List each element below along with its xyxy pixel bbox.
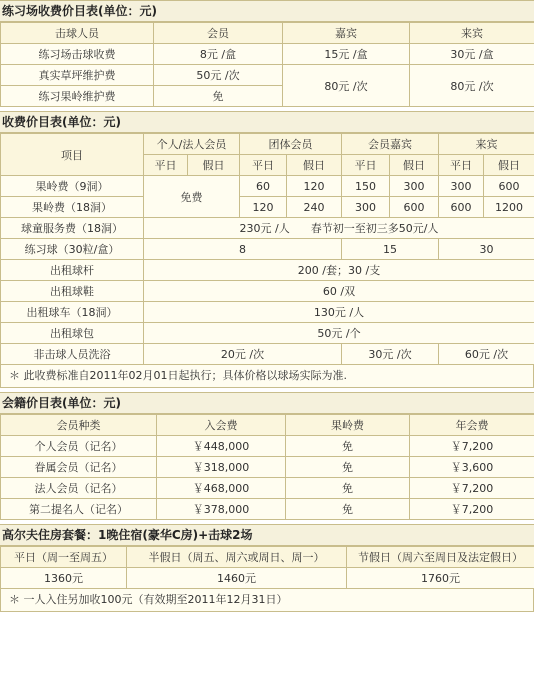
row-label: 果岭费（18洞） xyxy=(1,197,144,218)
cell: 30元 /盒 xyxy=(410,44,534,65)
sub-header: 平日 xyxy=(439,155,484,176)
col-header: 半假日（周五、周六或周日、周一） xyxy=(127,547,347,568)
sub-header: 平日 xyxy=(342,155,390,176)
free-cell: 免费 xyxy=(144,176,240,218)
cell: ￥7,200 xyxy=(410,436,534,457)
cell: 600 xyxy=(390,197,439,218)
practice-title: 练习场收费价目表(单位：元) xyxy=(0,0,534,22)
col-header: 击球人员 xyxy=(1,23,154,44)
row-label: 球童服务费（18洞） xyxy=(1,218,144,239)
cell: 免 xyxy=(286,457,410,478)
package-note: ＊ 一人入住另加收100元（有效期至2011年12月31日） xyxy=(0,589,534,612)
cell: 30 xyxy=(439,239,534,260)
table-row xyxy=(1,436,534,457)
fees-table xyxy=(0,133,534,365)
cell: ￥7,200 xyxy=(410,499,534,520)
fees-title: 收费价目表(单位：元) xyxy=(0,111,534,133)
cell: 30元 /次 xyxy=(342,344,439,365)
row-label: 出租球车（18洞） xyxy=(1,302,144,323)
cell: 免 xyxy=(286,478,410,499)
cell: 60元 /次 xyxy=(439,344,534,365)
row-label: 练习球（30粒/盒） xyxy=(1,239,144,260)
cell: 50元 /次 xyxy=(154,65,283,86)
row-label: 果岭费（9洞） xyxy=(1,176,144,197)
cell: ￥7,200 xyxy=(410,478,534,499)
cell: 1200 xyxy=(484,197,534,218)
row-label: 练习场击球收费 xyxy=(1,44,154,65)
sub-header: 假日 xyxy=(484,155,534,176)
membership-table xyxy=(0,414,534,520)
table-row xyxy=(1,499,534,520)
cell: 80元 /次 xyxy=(410,65,534,107)
cell: 130元 /人 xyxy=(144,302,534,323)
cell: 50元 /个 xyxy=(144,323,534,344)
cell: ￥378,000 xyxy=(157,499,286,520)
sub-header: 平日 xyxy=(240,155,287,176)
cell: 230元 /人 春节初一至初三多50元/人 xyxy=(144,218,534,239)
cell: 300 xyxy=(342,197,390,218)
row-label: 个人会员（记名） xyxy=(1,436,157,457)
col-header: 果岭费 xyxy=(286,415,410,436)
col-header: 年会费 xyxy=(410,415,534,436)
sub-header: 平日 xyxy=(144,155,188,176)
row-label: 练习果岭维护费 xyxy=(1,86,154,107)
col-header: 入会费 xyxy=(157,415,286,436)
cell: ￥3,600 xyxy=(410,457,534,478)
cell: 免 xyxy=(286,436,410,457)
sub-header: 假日 xyxy=(390,155,439,176)
row-label: 真实草坪维护费 xyxy=(1,65,154,86)
sub-header: 假日 xyxy=(188,155,240,176)
cell: 600 xyxy=(439,197,484,218)
package-title: 高尔夫住房套餐：1晚住宿(豪华C房)+击球2场 xyxy=(0,524,534,546)
row-label: 法人会员（记名） xyxy=(1,478,157,499)
cell: ￥448,000 xyxy=(157,436,286,457)
fees-note: ＊ 此收费标准自2011年02月01日起执行；具体价格以球场实际为准. xyxy=(0,365,534,388)
cell: 200 /套；30 /支 xyxy=(144,260,534,281)
table-row xyxy=(1,457,534,478)
col-header: 平日（周一至周五） xyxy=(1,547,127,568)
group-header: 会员嘉宾 xyxy=(342,134,439,155)
cell: ￥468,000 xyxy=(157,478,286,499)
group-header: 个人/法人会员 xyxy=(144,134,240,155)
row-label: 非击球人员洗浴 xyxy=(1,344,144,365)
cell: 120 xyxy=(287,176,342,197)
col-header: 会员种类 xyxy=(1,415,157,436)
cell: 1760元 xyxy=(347,568,534,589)
col-header: 节假日（周六至周日及法定假日） xyxy=(347,547,534,568)
sub-header: 假日 xyxy=(287,155,342,176)
cell: 8元 /盒 xyxy=(154,44,283,65)
cell: 8 xyxy=(144,239,342,260)
row-label: 出租球鞋 xyxy=(1,281,144,302)
cell: 60 xyxy=(240,176,287,197)
cell: 1460元 xyxy=(127,568,347,589)
cell: 15元 /盒 xyxy=(283,44,410,65)
row-label: 眷属会员（记名） xyxy=(1,457,157,478)
cell: 15 xyxy=(342,239,439,260)
cell: 免 xyxy=(286,499,410,520)
cell: 免 xyxy=(154,86,283,107)
cell: ￥318,000 xyxy=(157,457,286,478)
group-header: 来宾 xyxy=(439,134,534,155)
cell: 120 xyxy=(240,197,287,218)
row-label: 出租球杆 xyxy=(1,260,144,281)
cell: 1360元 xyxy=(1,568,127,589)
cell: 240 xyxy=(287,197,342,218)
row-label: 出租球包 xyxy=(1,323,144,344)
col-header: 嘉宾 xyxy=(283,23,410,44)
practice-table xyxy=(0,22,534,107)
membership-title: 会籍价目表(单位：元) xyxy=(0,392,534,414)
col-header: 来宾 xyxy=(410,23,534,44)
row-label: 第二提名人（记名） xyxy=(1,499,157,520)
package-table xyxy=(0,546,534,589)
cell: 600 xyxy=(484,176,534,197)
col-header: 会员 xyxy=(154,23,283,44)
cell: 60 /双 xyxy=(144,281,534,302)
cell: 80元 /次 xyxy=(283,65,410,107)
cell: 300 xyxy=(439,176,484,197)
item-header: 项目 xyxy=(1,134,144,176)
table-row xyxy=(1,478,534,499)
cell: 300 xyxy=(390,176,439,197)
cell: 20元 /次 xyxy=(144,344,342,365)
cell: 150 xyxy=(342,176,390,197)
group-header: 团体会员 xyxy=(240,134,342,155)
